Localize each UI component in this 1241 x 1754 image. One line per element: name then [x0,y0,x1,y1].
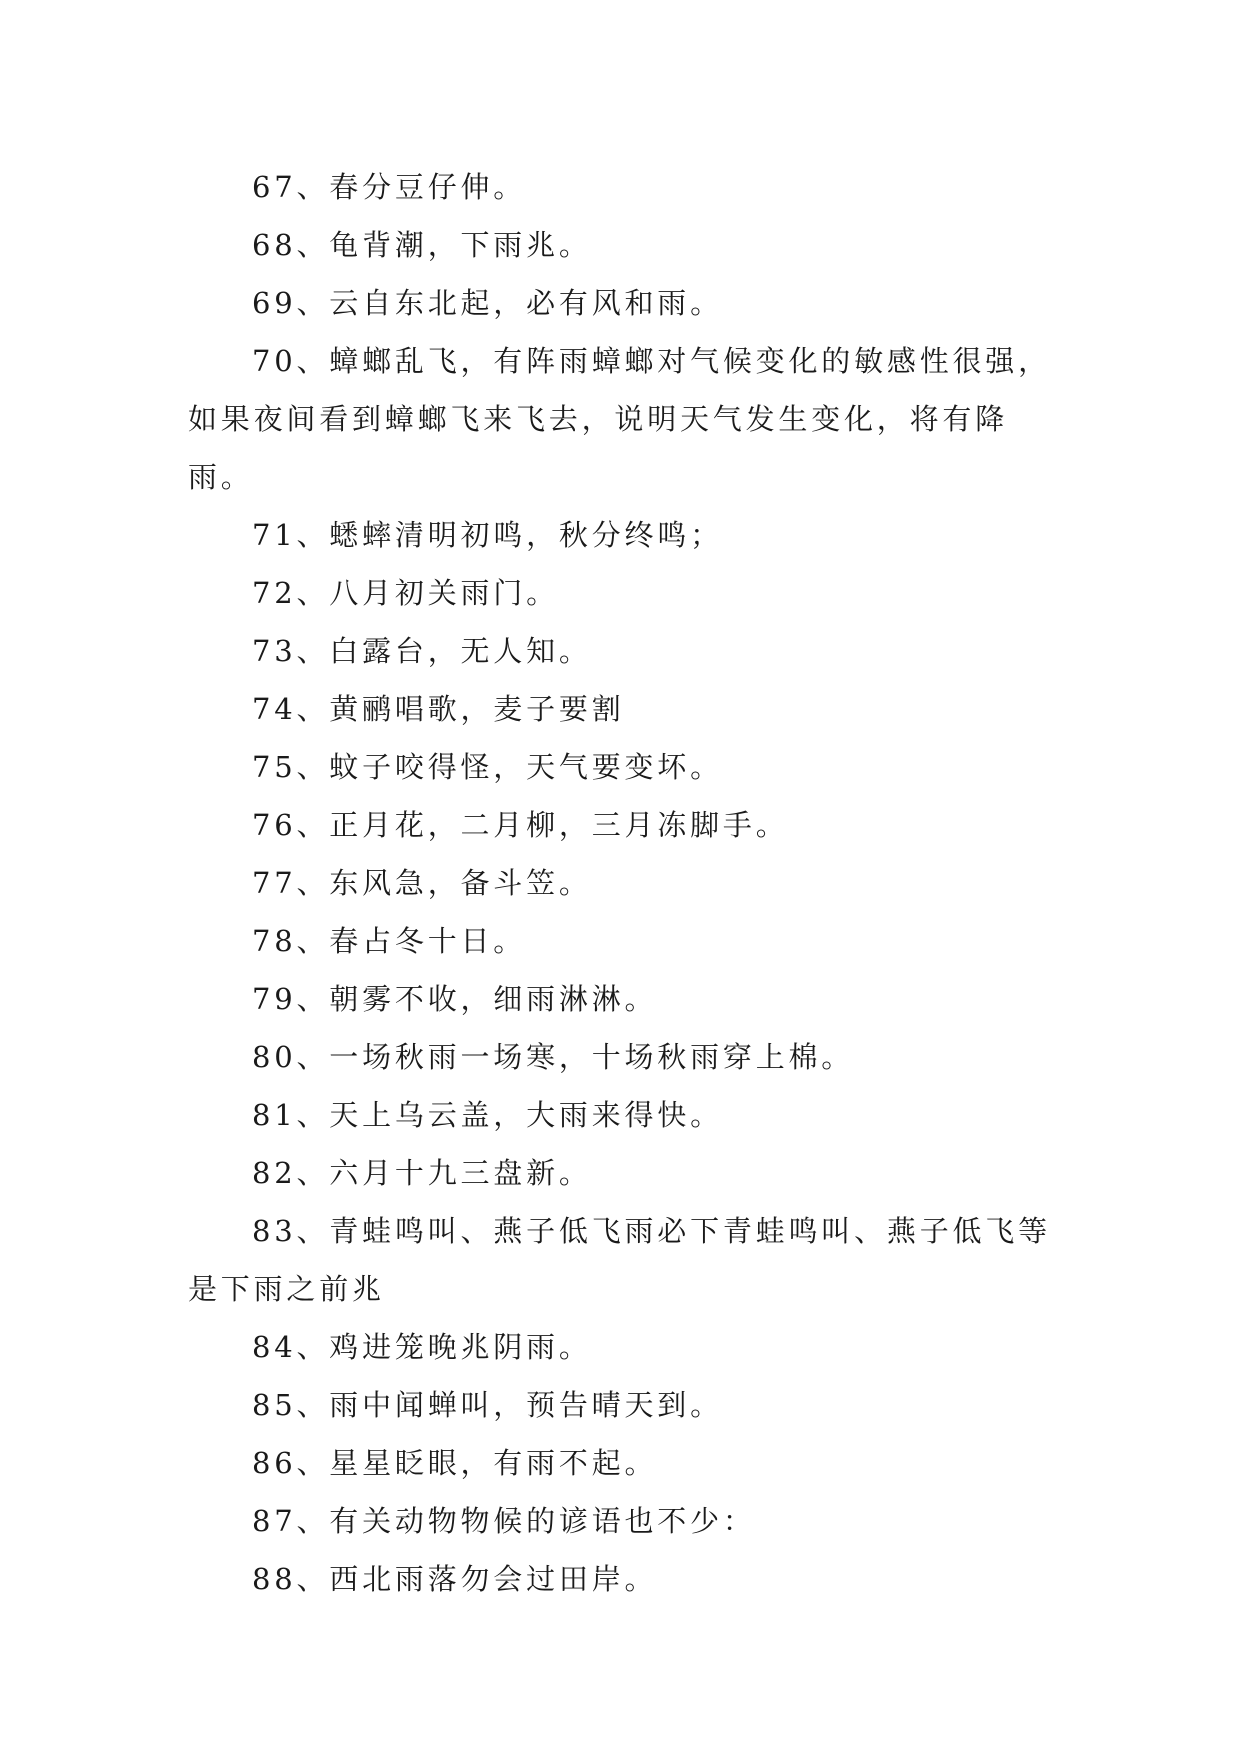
paragraph-85: 85、雨中闻蝉叫，预告晴天到。 [252,1388,723,1422]
paragraph-88: 88、西北雨落勿会过田岸。 [252,1562,658,1596]
paragraph-69: 69、云自东北起，必有风和雨。 [252,286,723,320]
paragraph-72: 72、八月初关雨门。 [252,576,559,610]
paragraph-84: 84、鸡进笼晚兆阴雨。 [252,1330,592,1364]
paragraph-87: 87、有关动物物候的谚语也不少： [252,1504,756,1538]
paragraph-86: 86、星星眨眼，有雨不起。 [252,1446,658,1480]
paragraph-82: 82、六月十九三盘新。 [252,1156,592,1190]
paragraph-77: 77、东风急，备斗笠。 [252,866,592,900]
proverb-list [188,158,1068,1608]
paragraph-73: 73、白露台，无人知。 [252,634,592,668]
paragraph-78: 78、春占冬十日。 [252,924,527,958]
paragraph-79: 79、朝雾不收，细雨淋淋。 [252,982,658,1016]
paragraph-74: 74、黄鹂唱歌，麦子要割 [252,692,625,726]
paragraph-80: 80、一场秋雨一场寒，十场秋雨穿上棉。 [252,1040,855,1074]
paragraph-71: 71、蟋蟀清明初鸣，秋分终鸣； [252,518,723,552]
paragraph-68: 68、龟背潮，下雨兆。 [252,228,592,262]
paragraph-81: 81、天上乌云盖，大雨来得快。 [252,1098,723,1132]
paragraph-75: 75、蚊子咬得怪，天气要变坏。 [252,750,723,784]
paragraph-76: 76、正月花，二月柳，三月冻脚手。 [252,808,789,842]
paragraph-83: 83、青蛙鸣叫、燕子低飞雨必下青蛙鸣叫、燕子低飞等是下雨之前兆 [188,1214,1051,1306]
paragraph-67: 67、春分豆仔伸。 [252,170,527,204]
paragraph-70: 70、蟑螂乱飞，有阵雨蟑螂对气候变化的敏感性很强，如果夜间看到蟑螂飞来飞去，说明天气发生变化，将有降雨。 [188,344,1051,494]
